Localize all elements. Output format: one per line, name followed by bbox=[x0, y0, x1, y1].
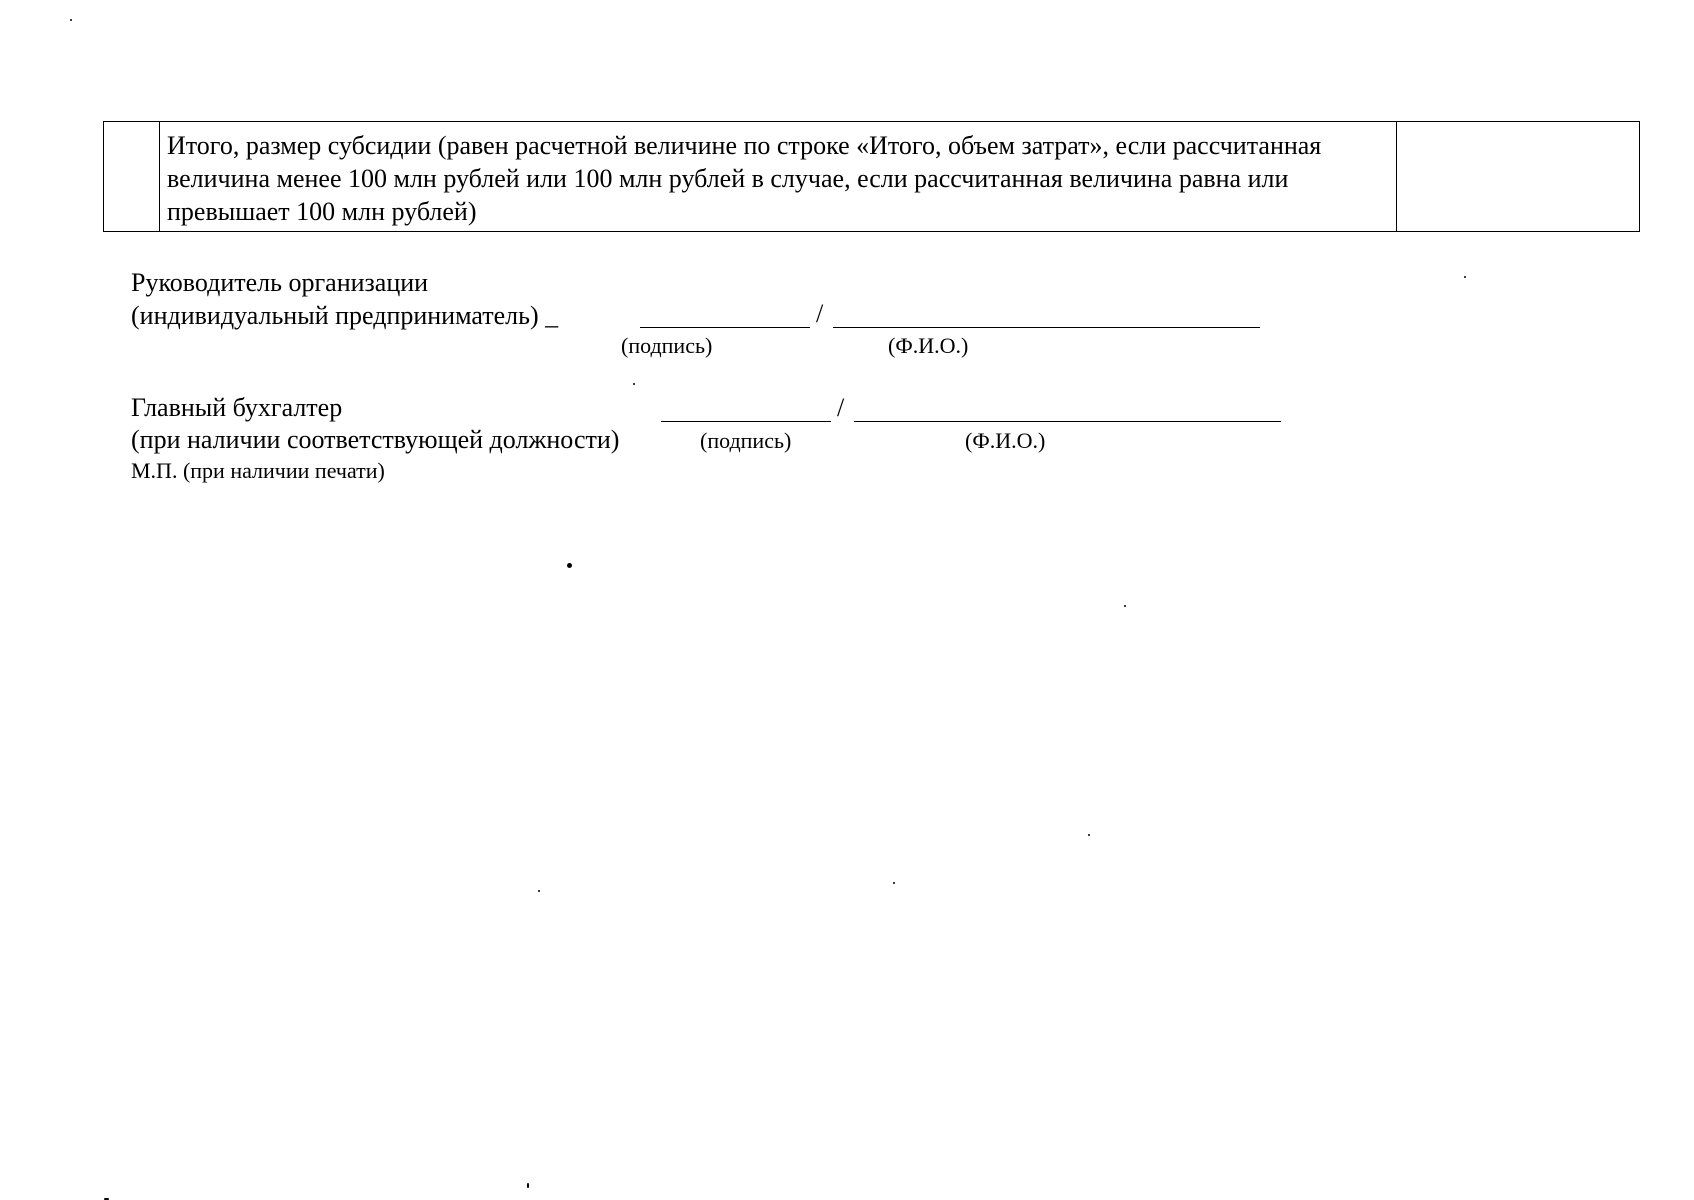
subsidy-total-value-cell bbox=[1397, 122, 1639, 231]
accountant-title-line2: (при наличии соответствующей должности) bbox=[131, 425, 620, 454]
subsidy-total-table-row bbox=[103, 121, 1640, 232]
accountant-title-line1: Главный бухгалтер bbox=[131, 393, 343, 422]
row-number-cell bbox=[104, 122, 160, 231]
head-signature-caption: (подпись) bbox=[621, 333, 713, 358]
scan-speck bbox=[567, 563, 572, 568]
scan-speck bbox=[893, 882, 895, 884]
scan-speck bbox=[70, 19, 72, 21]
accountant-name-line[interactable] bbox=[854, 421, 1281, 422]
accountant-signature-caption: (подпись) bbox=[700, 428, 792, 453]
scan-speck bbox=[633, 383, 635, 385]
head-title-line1: Руководитель организации bbox=[131, 268, 429, 297]
scan-speck bbox=[538, 890, 540, 892]
scan-speck bbox=[1464, 276, 1466, 278]
accountant-signature-line[interactable] bbox=[661, 421, 831, 422]
accountant-slash: / bbox=[837, 393, 845, 422]
scan-speck bbox=[1088, 834, 1090, 836]
subsidy-total-description: Итого, размер субсидии (равен расчетной величине по строке «Итого, объем затрат», если рассчитанная величина менее 100 млн рублей или 100 млн рублей в случае, если рассчитанная величина равна или превышает 100 млн рублей) bbox=[160, 122, 1397, 231]
scan-speck bbox=[527, 1183, 529, 1188]
head-slash: / bbox=[816, 299, 824, 328]
head-title-line2: (индивидуальный предприниматель) _ bbox=[131, 301, 559, 330]
scan-speck bbox=[1124, 605, 1126, 607]
head-signature-line[interactable] bbox=[640, 327, 810, 328]
stamp-note: М.П. (при наличии печати) bbox=[131, 458, 385, 483]
accountant-name-caption: (Ф.И.О.) bbox=[965, 428, 1046, 453]
head-name-caption: (Ф.И.О.) bbox=[888, 333, 969, 358]
head-name-line[interactable] bbox=[833, 327, 1260, 328]
